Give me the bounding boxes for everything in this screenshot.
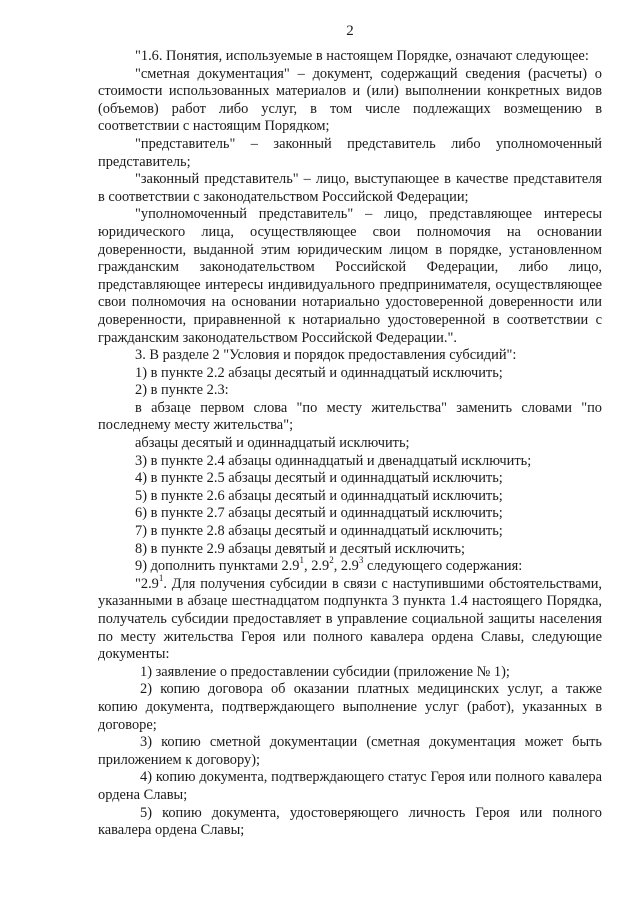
paragraph-definition-representative: "представитель" – законный представитель либо уполномоченный представитель; [98,135,602,170]
paragraph-item-5: 5) в пункте 2.6 абзацы десятый и одиннадцатый исключить; [135,487,503,504]
paragraph-document-5: 5) копию документа, удостоверяющего личность Героя или полного кавалера ордена Славы; [98,804,602,839]
paragraph-definition-authorized-representative: "уполномоченный представитель" – лицо, представляющее интересы юридического лица, осуществляющее свои полномочия на основании доверенности, выданной этим юридическим лицом в порядке, установленном гражданским законодательством Российской Федерации, либо лицо, представляющее интересы индивидуального предпринимателя, осуществляющее свои полномочия на основании нотариально удостоверенной доверенности или доверенности, приравненной к нотариально удостоверенной в соответствии с гражданским законодательством Российской Федерации.". [98,206,602,346]
paragraph-definitions-intro: "1.6. Понятия, используемые в настоящем Порядке, означают следующее: [135,48,589,64]
page-number: 2 [346,23,354,39]
paragraph-document-1: 1) заявление о предоставлении субсидии (приложение № 1); [140,663,510,680]
paragraph-item-6: 6) в пункте 2.7 абзацы десятый и одиннадцатый исключить; [135,505,503,522]
paragraph-item-2-exclude: абзацы десятый и одиннадцатый исключить; [135,435,410,452]
paragraph-item-8: 8) в пункте 2.9 абзацы девятый и десятый исключить; [135,540,466,557]
paragraph-document-3: 3) копию сметной документации (сметная документация может быть приложением к договору); [98,734,602,768]
paragraph-item-9: 9) дополнить пунктами $2.9^1$, $2.9^2$, $2.9^3$ следующего содержания: [135,555,523,575]
paragraph-item-2-first-abzac: в абзаце первом слова "по месту жительства" заменить словами "по последнему месту жительства"; [98,399,602,434]
paragraph-item-3: 3) в пункте 2.4 абзацы одиннадцатый и двенадцатый исключить; [135,452,532,469]
paragraph-item-2: 2) в пункте 2.3: [135,382,229,399]
paragraph-item-1: 1) в пункте 2.2 абзацы десятый и одиннадцатый исключить; [135,364,503,381]
paragraph-document-2: 2) копию договора об оказании платных медицинских услуг, а также копию документа, подтверждающего выполнение услуг (работ), указанных в договоре; [98,681,602,733]
paragraph-definition-estimate: "сметная документация" – документ, содержащий сведения (расчеты) о стоимости использованных материалов и (или) выполнении конкретных видов (объемов) работ либо услуг, в том числе подлежащих возмещению в соответствии с настоящим Порядком; [98,65,602,135]
paragraph-definition-legal-representative: "законный представитель" – лицо, выступающее в качестве представителя в соответствии с законодательством Российской Федерации; [98,171,602,205]
paragraph-section-2-heading: 3. В разделе 2 "Условия и порядок предоставления субсидий": [135,347,517,364]
paragraph-document-4: 4) копию документа, подтверждающего статус Героя или полного кавалера ордена Славы; [98,769,602,803]
paragraph-item-4: 4) в пункте 2.5 абзацы десятый и одиннадцатый исключить; [135,470,503,487]
paragraph-item-7: 7) в пункте 2.8 абзацы десятый и одиннадцатый исключить; [135,523,503,540]
paragraph-point-2-9-1: "$2.9^1$. Для получения субсидии в связи с наступившими обстоятельствами, указанными в абзаце шестнадцатом подпункта 3 пункта 1.4 настоящего Порядка, получатель субсидии предоставляет в управление социальной защиты населения по месту жительства Героя или полного кавалера ордена Славы, следующие документы: [98,573,602,663]
